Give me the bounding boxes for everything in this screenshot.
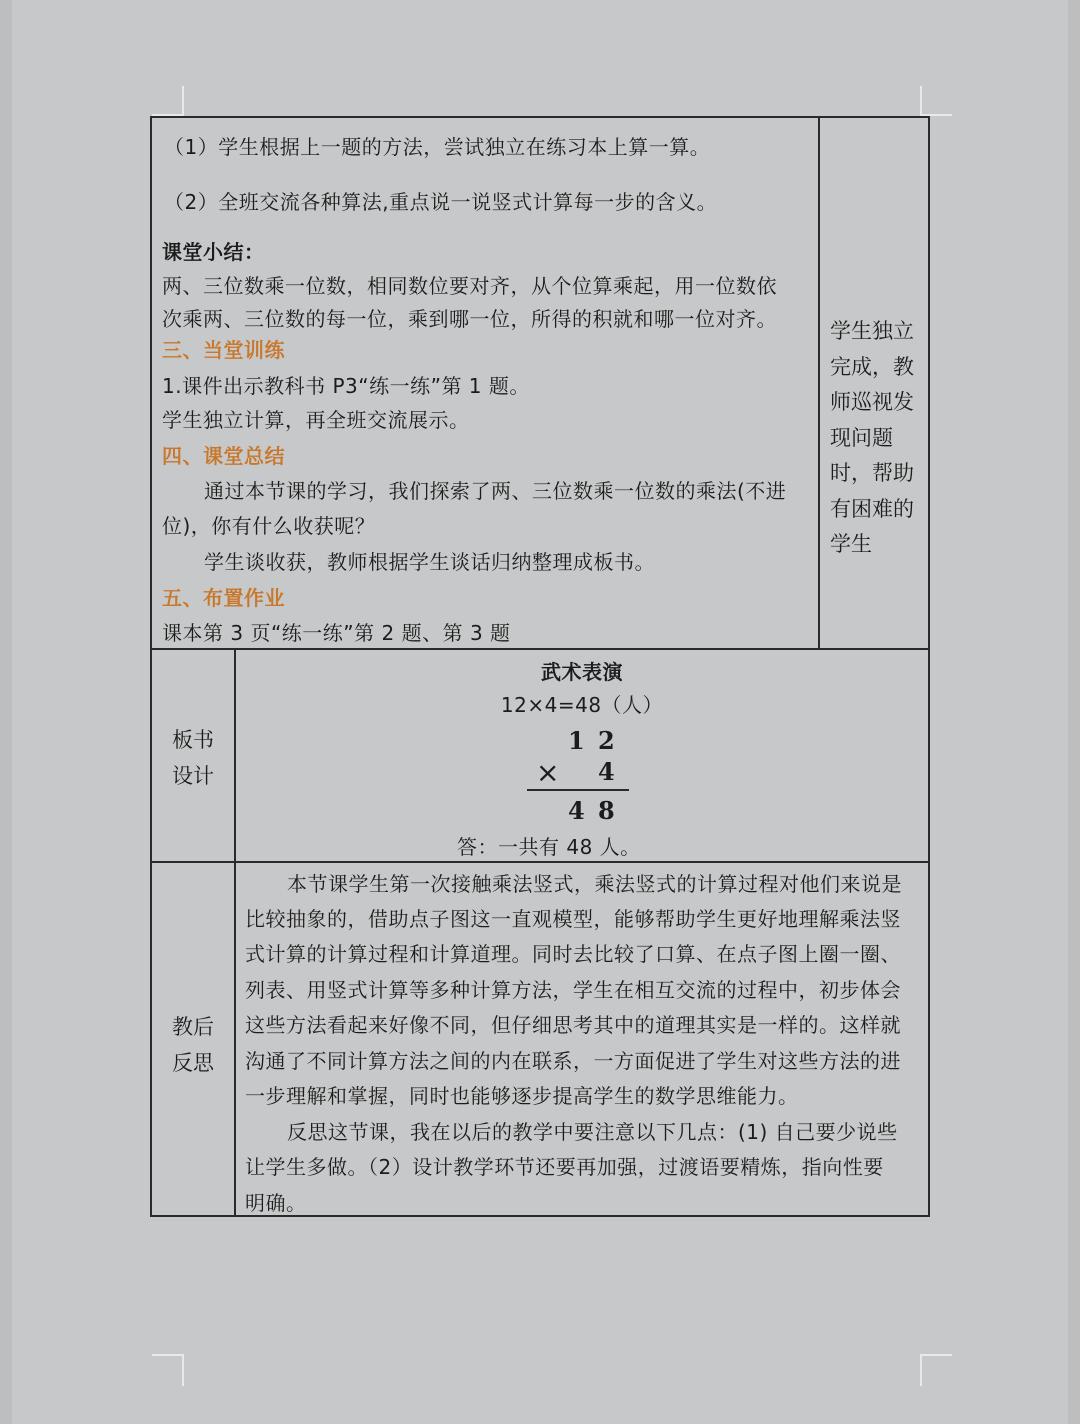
page-corner-mark [152, 1354, 184, 1386]
vertical-underline [527, 789, 629, 791]
step-2-text: （2）全班交流各种算法,重点说一说竖式计算每一步的含义。 [164, 190, 718, 214]
digit: 4 [568, 796, 585, 825]
reflection-line: 明确。 [245, 1191, 307, 1215]
board-label-line: 设计 [172, 764, 214, 788]
reflection-label-line: 反思 [172, 1051, 214, 1075]
summary-line: 次乘两、三位数的每一位，乘到哪一位，所得的积就和哪一位对齐。 [162, 307, 777, 331]
step-1-text: （1）学生根据上一题的方法，尝试独立在练习本上算一算。 [164, 135, 711, 159]
times-sign: × [536, 756, 560, 789]
digit: 1 [568, 726, 585, 755]
page-corner-mark [920, 1354, 952, 1386]
digit: 8 [598, 796, 615, 825]
section-3-title: 三、当堂训练 [162, 338, 285, 362]
reflection-line: 本节课学生第一次接触乘法竖式，乘法竖式的计算过程对他们来说是 [287, 872, 902, 896]
section-3-line: 1.课件出示教科书 P3“练一练”第 1 题。 [162, 374, 530, 398]
side-note-line: 师巡视发 [830, 390, 914, 414]
summary-heading: 课堂小结： [162, 240, 265, 264]
side-note-line: 时，帮助 [830, 461, 914, 485]
section-5-line: 课本第 3 页“练一练”第 2 题、第 3 题 [162, 621, 511, 645]
section-4-line: 通过本节课的学习，我们探索了两、三位数乘一位数的乘法(不进 [204, 479, 787, 503]
page-corner-mark [152, 86, 184, 116]
section-4-line: 学生谈收获，教师根据学生谈话归纳整理成板书。 [204, 550, 655, 574]
reflection-line: 列表、用竖式计算等多种计算方法，学生在相互交流的过程中，初步体会 [245, 978, 901, 1002]
side-note [830, 314, 926, 563]
section-5-title: 五、布置作业 [162, 586, 285, 610]
side-note-line: 学生 [830, 532, 872, 556]
board-label-line: 板书 [172, 728, 214, 752]
board-title: 武术表演 [541, 660, 623, 684]
reflection-line: 沟通了不同计算方法之间的内在联系，一方面促进了学生对这些方法的进 [245, 1049, 901, 1073]
digit: 4 [598, 757, 615, 786]
side-note-line: 学生独立 [830, 319, 914, 343]
side-note-line: 有困难的 [830, 496, 914, 521]
table-rule [818, 118, 820, 649]
reflection-line: 式计算的计算过程和计算道理。同时去比较了口算、在点子图上圈一圈、 [245, 942, 901, 966]
summary-line: 两、三位数乘一位数，相同数位要对齐，从个位算乘起，用一位数依 [162, 274, 777, 298]
section-4-title: 四、课堂总结 [162, 444, 285, 468]
reflection-label-line: 教后 [172, 1015, 214, 1039]
reflection-line: 反思这节课，我在以后的教学中要注意以下几点：(1) 自己要少说些 [287, 1120, 898, 1144]
section-3-line: 学生独立计算，再全班交流展示。 [162, 408, 470, 432]
reflection-line: 一步理解和掌握，同时也能够逐步提高学生的数学思维能力。 [245, 1084, 799, 1108]
side-note-line: 完成，教 [830, 354, 914, 379]
digit: 2 [598, 726, 615, 755]
page-corner-mark [920, 86, 952, 116]
side-note-line: 现问题 [830, 425, 893, 450]
board-answer: 答：一共有 48 人。 [457, 835, 641, 859]
reflection-line: 这些方法看起来好像不同，但仔细思考其中的道理其实是一样的。这样就 [245, 1013, 901, 1037]
section-4-line: 位)，你有什么收获呢？ [162, 514, 376, 538]
reflection-line: 比较抽象的，借助点子图这一直观模型，能够帮助学生更好地理解乘法竖 [245, 907, 901, 931]
reflection-label [151, 1009, 235, 1081]
board-equation: 12×4=48（人） [500, 693, 664, 717]
reflection-line: 让学生多做。（2）设计教学环节还要再加强，过渡语要精炼，指向性要 [245, 1155, 884, 1179]
board-label [151, 722, 235, 794]
